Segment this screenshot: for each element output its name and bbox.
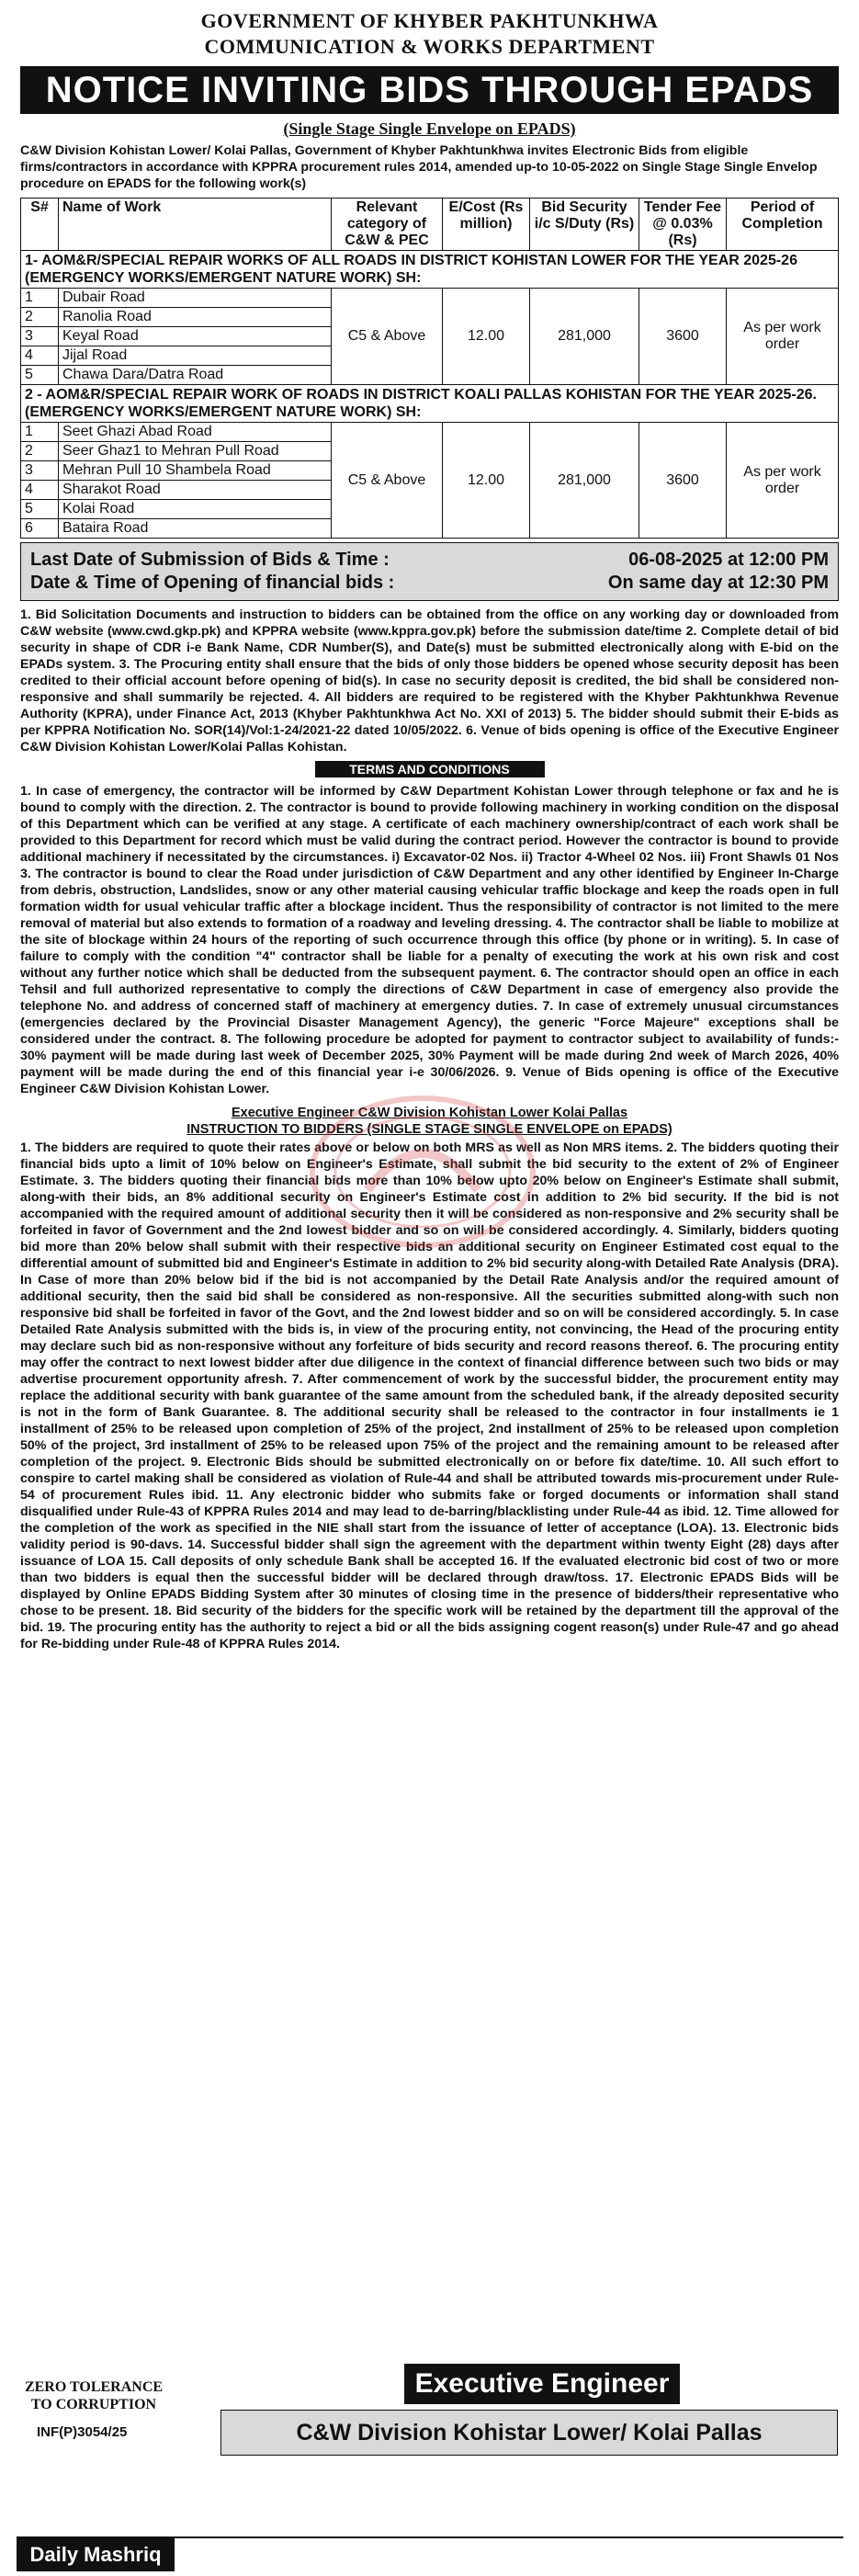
- group-period: As per work order: [727, 289, 839, 385]
- row-work-name: Jijal Road: [59, 346, 332, 366]
- row-sno: 4: [21, 481, 59, 500]
- row-sno: 4: [21, 346, 59, 366]
- instructions-title: INSTRUCTION TO BIDDERS (SINGLE STAGE SINGLE ENVELOPE on EPADS): [186, 1122, 673, 1137]
- row-sno: 2: [21, 442, 59, 461]
- row-work-name: Mehran Pull 10 Shambela Road: [59, 461, 332, 481]
- group-title: 2 - AOM&R/SPECIAL REPAIR WORK OF ROADS IN DISTRICT KOALI PALLAS KOHISTAN FOR THE YEAR 2025-26. (EMERGENCY WORKS/EMERGENT NATURE WORK) SH:: [21, 385, 839, 423]
- submission-deadline: [30, 549, 829, 572]
- works-table: [20, 198, 839, 539]
- group-cost: 12.00: [443, 289, 530, 385]
- row-work-name: Dubair Road: [59, 289, 332, 308]
- col-header-fee: Tender Fee @ 0.03% (Rs): [639, 199, 727, 251]
- group-title: 1- AOM&R/SPECIAL REPAIR WORKS OF ALL ROADS IN DISTRICT KOHISTAN LOWER FOR THE YEAR 2025-26 (EMERGENCY WORKS/EMERGENT NATURE WORK) SH:: [21, 251, 839, 289]
- zero-tolerance-slogan: ZERO TOLERANCE TO CORRUPTION: [24, 2379, 164, 2412]
- general-conditions: 1. Bid Solicitation Documents and instruction to bidders can be obtained from the office on any working day or downloaded from C&W website (www.cwd.gkp.pk) and KPPRA website (www.kppra.gov.pk) before the submission date/time 2. Complete detail of bid security in shape of CDR i-e Bank Name, CDR Number(S), and Date(s) must be submitted electronically along with E-bid on the EPADs system. 3. The Procuring entity shall ensure that the bids of only those bidders be opened whose security deposit has been credited to their official account before opening of bid(s). In case no security deposit is credited, the bid shall be considered non-responsive and shall summarily be rejected. 4. All bidders are required to be registered with the Khyber Pakhtunkhwa Revenue Authority (KPRA), under Finance Act, 2013 (Khyber Pakhtunkhwa Act No. XXI of 2013) 5. The bidder should submit their E-bids as per KPPRA Notification No. SOR(14)/Vol:1-24/2021-22 dated 10/05/2022. 6. Venue of bids opening is office of the Executive Engineer C&W Division Kohistan Lower/Kolai Pallas Kohistan.: [20, 607, 839, 755]
- intro-paragraph: C&W Division Kohistan Lower/ Kolai Pallas, Government of Khyber Pakhtunkhwa invites Electronic Bids from eligible firms/contractors in accordance with KPPRA procurement rules 2014, amended up-to 10-05-2022 on Single Stage Single Envelop procedure on EPADS for the following work(s): [20, 143, 818, 191]
- row-work-name: Keyal Road: [59, 327, 332, 346]
- col-header-security: Bid Security i/c S/Duty (Rs): [530, 199, 639, 251]
- row-work-name: Kolai Road: [59, 500, 332, 519]
- row-sno: 6: [21, 519, 59, 539]
- row-sno: 5: [21, 366, 59, 385]
- group-title-row: [21, 251, 839, 289]
- group-cost: 12.00: [443, 423, 530, 539]
- group-category: C5 & Above: [332, 423, 443, 539]
- opening-deadline: [30, 572, 829, 595]
- row-sno: 1: [21, 289, 59, 308]
- group-title-row: [21, 385, 839, 423]
- signatory-title: Executive Engineer: [404, 2364, 680, 2404]
- table-row: [21, 289, 839, 308]
- notice-banner: NOTICE INVITING BIDS THROUGH EPADS: [20, 66, 839, 114]
- division-name: C&W Division Kohistar Lower/ Kolai Pallas: [220, 2410, 838, 2456]
- group-security: 281,000: [530, 289, 639, 385]
- footer: [0, 2362, 859, 2536]
- terms-text: 1. In case of emergency, the contractor will be informed by C&W Department Kohistan Lower through telephone or fax and he is bound to comply with the direction. 2. The contractor is bound to provide following machinery in working condition on the disposal of this Department which can be verified at any stage. A certificate of each machinery ownership/contract of each work shall be provided to this Department for record which must be valid during the contract period. However the contractor is bound to provide additional machinery if necessitated by the circumstances. i) Excavator-02 Nos. ii) Tractor 4-Wheel 02 Nos. iii) Front Shawls 01 Nos 3. The contractor is bound to clear the Road under jurisdiction of C&W Department and any other identified by Engineer In-Charge from debris, obstruction, Landslides, snow or any other material causing vehicular traffic blockage and keep the roads open in full formation width for usual vehicular traffic after a blockage incident. Thus the responsibility of contractor is not limited to the mere removal of material but also extends to formation of a roadway and leveling dressing. 4. The contractor shall be liable to mobilize at the site of blockage within 24 hours of the reporting of such occurrence through this office (by phone or in writing). 5. In case of failure to comply with the condition "4" contractor shall be liable for a penalty of executing the work at his own risk and cost without any further notice which shall be deducted from the subsequent payment. 6. The contractor should open an office in each Tehsil and full authorized representative to comply the directions of C&W Department in case of emergency also provide the telephone No. and address of concerned staff of machinery at emergency duties. 7. In case of extremely unusual circumstances (emergencies declared by the Provincial Disaster Management Agency), the generic "Force Majeure" exceptions shall be considered under the contract. 8. The following procedure be adopted for payment to contractor subject to availability of funds:- 30% payment will be made during last week of December 2025, 30% Payment will be made during 2nd week of March 2026, 40% payment will be made during the end of this financial year i-e 30/06/2026. 9. Venue of Bids opening is office of the Executive Engineer C&W Division Kohistan Lower.: [20, 784, 839, 1096]
- opening-label: Date & Time of Opening of financial bids :: [30, 573, 395, 593]
- row-work-name: Ranolia Road: [59, 308, 332, 327]
- group-category: C5 & Above: [332, 289, 443, 385]
- department-heading: COMMUNICATION & WORKS DEPARTMENT: [204, 35, 655, 58]
- col-header-name: Name of Work: [59, 199, 332, 251]
- inf-number: INF(P)3054/25: [37, 2424, 128, 2440]
- newspaper-name: Daily Mashriq: [17, 2538, 175, 2571]
- row-sno: 5: [21, 500, 59, 519]
- row-work-name: Bataira Road: [59, 519, 332, 539]
- col-header-period: Period of Completion: [727, 199, 839, 251]
- row-work-name: Chawa Dara/Datra Road: [59, 366, 332, 385]
- row-sno: 3: [21, 461, 59, 481]
- row-sno: 2: [21, 308, 59, 327]
- group-fee: 3600: [639, 423, 727, 539]
- col-header-cost: E/Cost (Rs million): [443, 199, 530, 251]
- row-work-name: Sharakot Road: [59, 481, 332, 500]
- group-period: As per work order: [727, 423, 839, 539]
- terms-title: TERMS AND CONDITIONS: [315, 761, 545, 777]
- col-header-category: Relevant category of C&W & PEC: [332, 199, 443, 251]
- deadline-box: [20, 542, 839, 601]
- group-fee: 3600: [639, 289, 727, 385]
- row-work-name: Seer Ghaz1 to Mehran Pull Road: [59, 442, 332, 461]
- col-header-sno: S#: [21, 199, 59, 251]
- row-sno: 1: [21, 423, 59, 442]
- submission-value: 06-08-2025 at 12:00 PM: [628, 550, 829, 570]
- group-security: 281,000: [530, 423, 639, 539]
- table-row: [21, 423, 839, 442]
- government-heading: GOVERNMENT OF KHYBER PAKHTUNKHWA: [200, 9, 659, 32]
- submission-label: Last Date of Submission of Bids & Time :: [30, 550, 390, 570]
- instructions-text: 1. The bidders are required to quote their rates above or below on both MRS as well as Non MRS items. 2. The bidders quoting their financial bids upto a limit of 10% below on Engineer's Estimate, shall submit the bid security to the extent of 2% of Engineer Estimate. 3. The bidders quoting their financial bids more than 10% below upto 20% below on Engineer's Estimate shall submit, along-with their bids, an 8% additional security on Engineer's Estimate cost in addition to 2% bid security. If the bid is not accompanied with the required amount of additional security then it will be considered as non-responsive and 2% security shall be forfeited in favor of Government and the 2nd lowest bidder and so on will be considered accordingly. 4. Similarly, bidders quoting bid more than 20% below shall submit with their respective bids an additional security on Engineer Estimated cost equal to the differential amount of submitted bid and Engineer's Estimate in addition to 2% bid security along-with Detailed Rate Analysis (DRA). In Case of more than 20% below bid if the bid is not accompanied by the Detail Rate Analysis and/or the required amount of additional security, then the said bid shall be considered as non-responsive. All the securities submitted along-with such non responsive bid shall be forfeited in favor of the Govt, and the 2nd lowest bidder and so on will be considered accordingly. 5. In case Detailed Rate Analysis submitted with the bids is, in view of the procuring entity, not convincing, the Head of the procuring entity may declare such bid as non-responsive without any forfeiture of bids security and record reasons thereof. 6. The procuring entity may offer the contract to next lowest bidder after due diligence in the context of financial difference between such two bids or may advertise procurement opportunity afresh. 7. After commencement of work by the successful bidder, the procurement entity may replace the additional security with bank guarantee of the same amount from the scheduled bank, if the already deposited security is not in the form of Bank Guarantee. 8. The additional security shall be released to the contractor in four installments ie 1 installment of 25% to be released upon completion of 25% of the project, 2nd installment of 25% to be released upon completion 50% of the project, 3rd installment of 25% to be released upon 75% of the project and the remaining amount to be released after completion of the project. 9. Electronic Bids should be submitted electronically on or before fix date/time. 10. All such effort to conspire to cartel making shall be considered as violation of Rule-44 and shall be attributed towards mis-procurement under Rule-54 of procurement Rules ibid. 11. Any electronic bidder who submits fake or forged documents or information shall stand disqualified under Rule-43 of KPPRA Rules 2014 and may lead to de-barring/blacklisting under Rule-44 as ibid. 12. Time allowed for the completion of the work as specified in the NIE shall start from the issuance of letter of acceptance (LOA). 13. Electronic bids validity period is 90-davs. 14. Successful bidder shall sign the agreement with the department within twenty Eight (28) days after issuance of LOA 15. Call deposits of only schedule Bank shall be accepted 16. If the evaluated electronic bid cost of two or more than two bidders is equal then the successful bidder will be declared through draw/toss. 17. Electronic EPADS Bids will be displayed by Online EPADS Bidding System after 30 minutes of closing time in the presence of bidders/their representative who chose to be present. 18. Bid security of the bidders for the specific work will be retained by the department till the approval of the bid. 19. The procuring entity has the authority to reject a bid or all the bids assigning cogent reason(s) under Rule-47 and go ahead for Re-bidding under Rule-48 of KPPRA Rules 2014.: [20, 1140, 839, 1651]
- notice-subtitle: (Single Stage Single Envelope on EPADS): [283, 119, 576, 138]
- row-sno: 3: [21, 327, 59, 346]
- stamp-watermark-icon: [303, 1089, 542, 1254]
- table-header-row: [21, 199, 839, 251]
- row-work-name: Seet Ghazi Abad Road: [59, 423, 332, 442]
- opening-value: On same day at 12:30 PM: [607, 573, 829, 593]
- office-line: Executive Engineer C&W Division Kohistan Lower Kolai Pallas: [231, 1106, 628, 1120]
